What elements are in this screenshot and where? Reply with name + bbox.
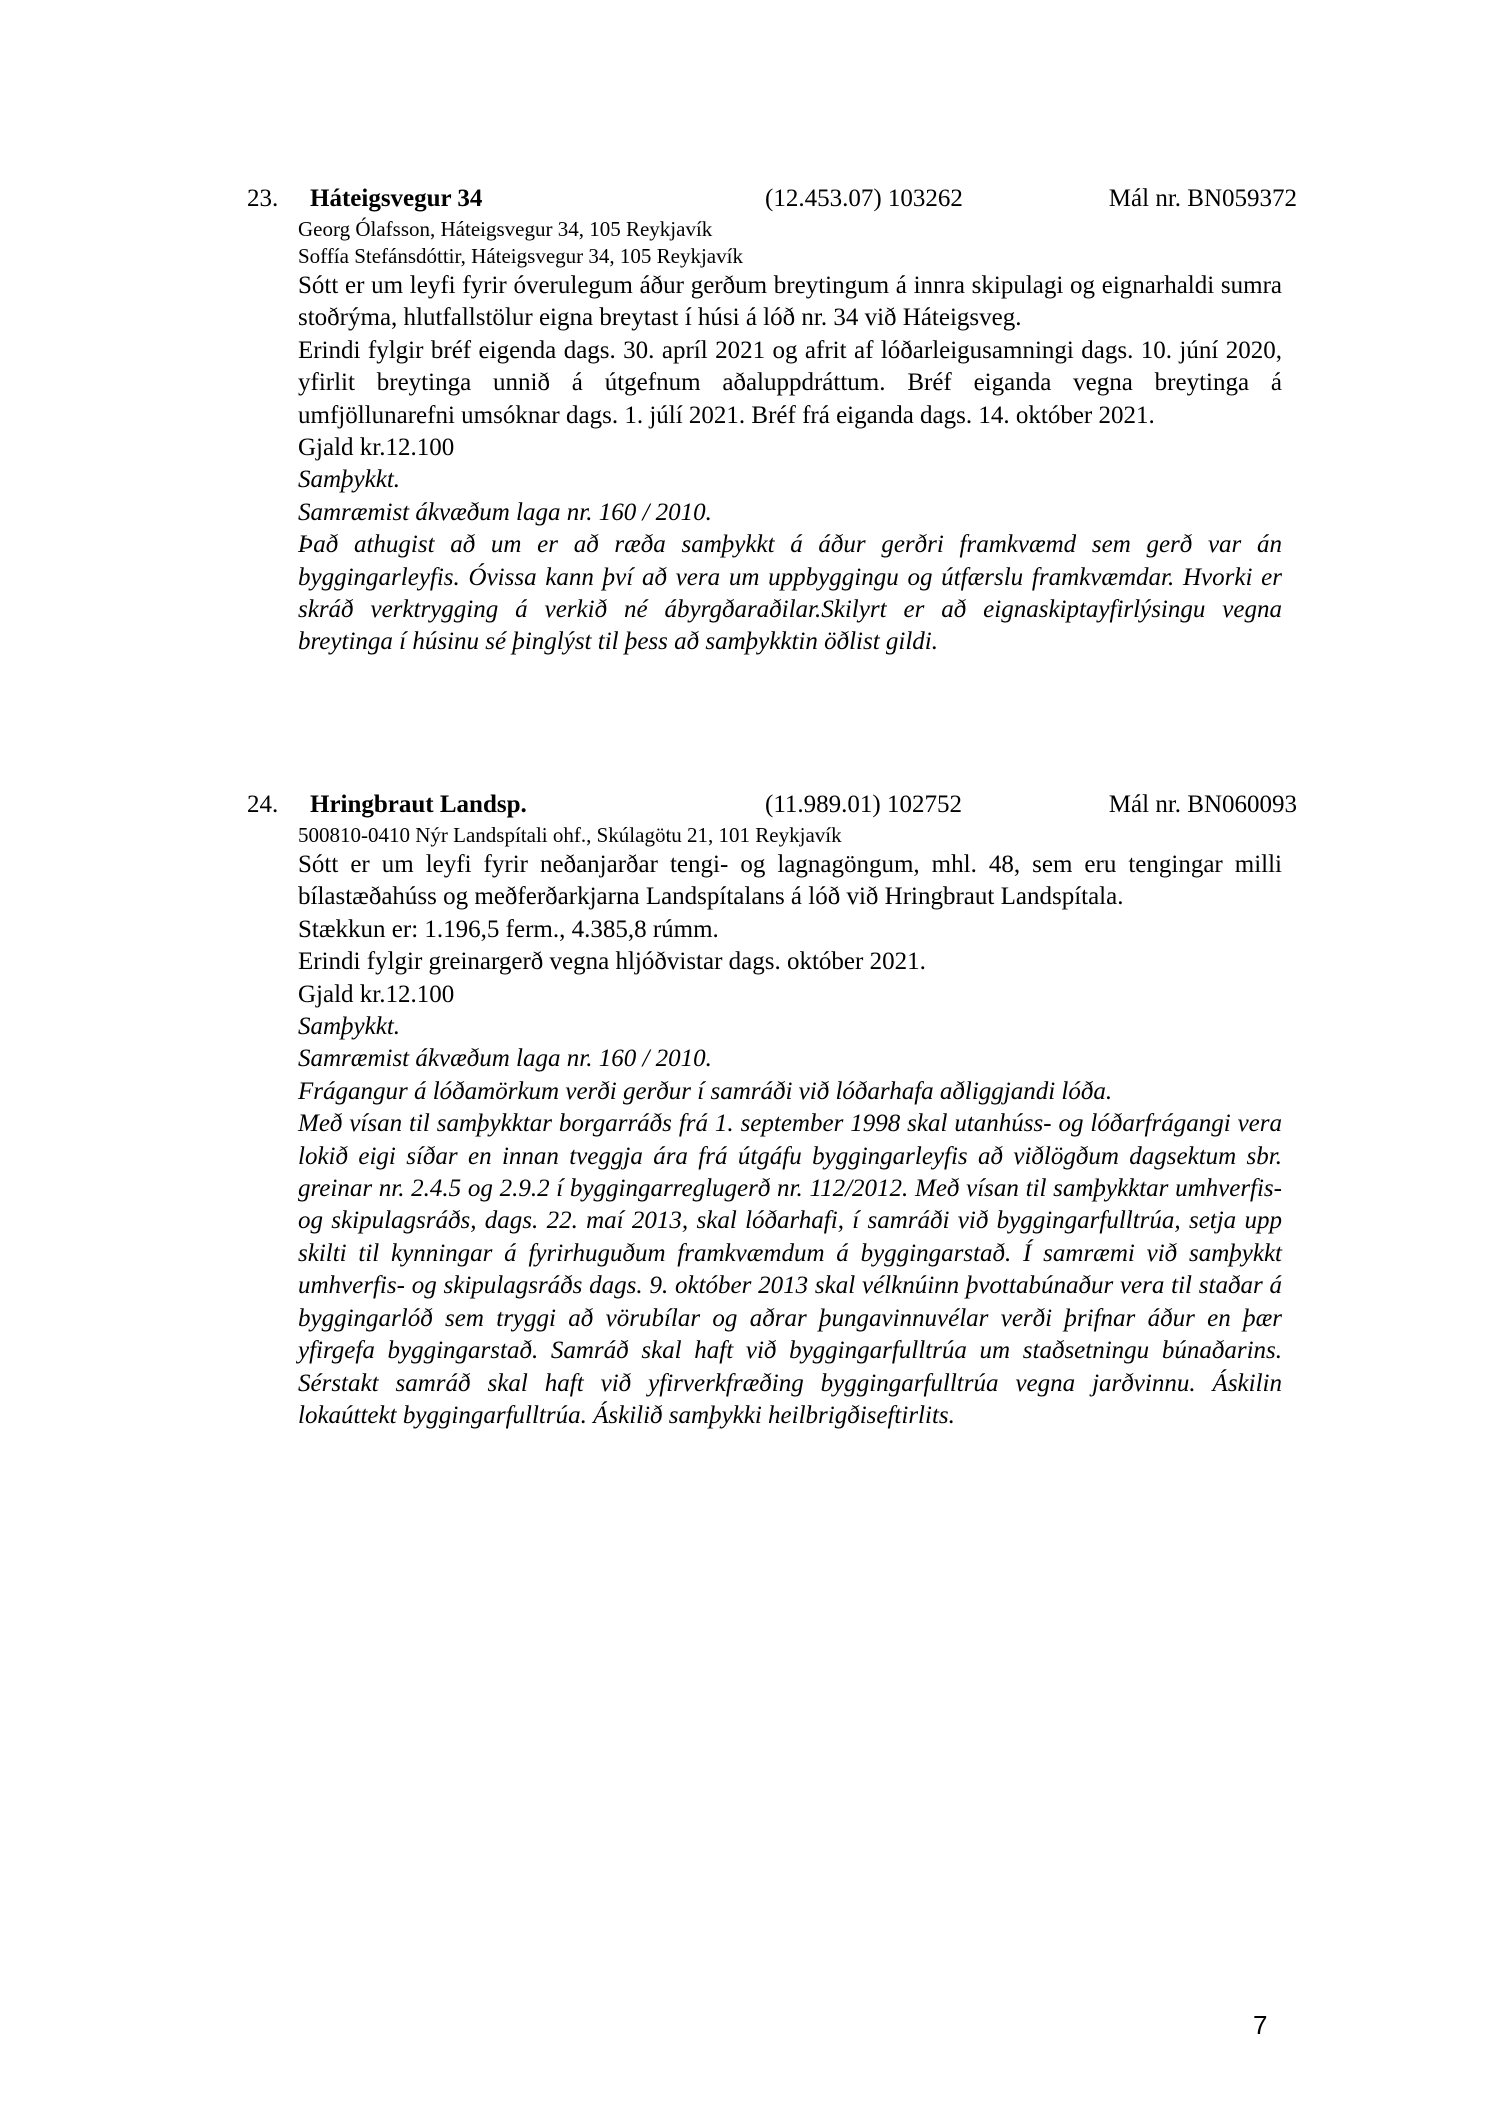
entry-case-number: Mál nr. BN060093 [1108, 791, 1297, 818]
entry-body [298, 270, 1282, 659]
entry-attachments: Erindi fylgir bréf eigenda dags. 30. apríl 2021 og afrit af lóðarleigusamningi dags. 10. júní 2020, yfirlit breytinga unnið á útgefnum aðaluppdráttum. Bréf eiganda vegna breytinga á umfjöllunarefni umsóknar dags. 1. júlí 2021. Bréf frá eiganda dags. 14. október 2021. [298, 336, 1282, 429]
entry-fee: Gjald kr.12.100 [298, 980, 455, 1008]
entry-fee: Gjald kr.12.100 [298, 434, 455, 462]
entry-case-number: Mál nr. BN059372 [1108, 185, 1297, 212]
entry-address: Hringbraut Landsp. [310, 791, 527, 818]
entry-header [247, 788, 1297, 822]
entry-description: Sótt er um leyfi fyrir neðanjarðar tengi- og lagnagöngum, mhl. 48, sem eru tengingar milli bílastæðahúss og meðferðarkjarna Landspítalans á lóð við Hringbraut Landspítala. [298, 851, 1282, 911]
entry-description: Sótt er um leyfi fyrir óverulegum áður gerðum breytingum á innra skipulagi og eignarhaldi sumra stoðrýma, hlutfallstölur eigna breytast í húsi á lóð nr. 34 við Háteigsveg. [298, 272, 1282, 332]
entry-attachments: Erindi fylgir greinargerð vegna hljóðvistar dags. október 2021. [298, 948, 926, 976]
entry-body [298, 849, 1282, 1432]
page-number: 7 [1253, 2010, 1268, 2040]
entry-address: Háteigsvegur 34 [310, 185, 483, 212]
entry-law: Samræmist ákvæðum laga nr. 160 / 2010. [298, 1045, 712, 1073]
case-entry-23 [247, 182, 1297, 659]
case-entry-24 [247, 788, 1297, 1432]
entry-number: 23. [247, 185, 279, 212]
entry-decision: Samþykkt. [298, 466, 401, 494]
entry-law: Samræmist ákvæðum laga nr. 160 / 2010. [298, 498, 712, 526]
entry-number: 24. [247, 791, 279, 818]
applicant: Soffía Stefánsdóttir, Háteigsvegur 34, 105 Reykjavík [298, 244, 743, 268]
entry-size: Stækkun er: 1.196,5 ferm., 4.385,8 rúmm. [298, 915, 719, 943]
entry-land-code: (11.989.01) 102752 [765, 791, 962, 818]
entry-land-code: (12.453.07) 103262 [765, 185, 963, 212]
entry-decision: Samþykkt. [298, 1013, 401, 1041]
applicant: Georg Ólafsson, Háteigsvegur 34, 105 Reykjavík [298, 217, 713, 241]
entry-condition: Það athugist að um er að ræða samþykkt á áður gerðri framkvæmd sem gerð var án byggingarleyfis. Óvissa kann því að vera um uppbyggingu og útfærslu framkvæmdar. Hvorki er skráð verktrygging á verkið né ábyrgðaraðilar.Skilyrt er að eignaskiptayfirlýsingu vegna breytinga í húsinu sé þinglýst til þess að samþykktin öðlist gildi. [298, 531, 1282, 656]
applicant: 500810-0410 Nýr Landspítali ohf., Skúlagötu 21, 101 Reykjavík [298, 823, 842, 847]
entry-header [247, 182, 1297, 216]
entry-condition: Með vísan til samþykktar borgarráðs frá 1. september 1998 skal utanhúss- og lóðarfrágangi vera lokið eigi síðar en innan tveggja ára frá útgáfu byggingarleyfis að viðlögðum dagsektum sbr. greinar nr. 2.4.5 og 2.9.2 í byggingarreglugerð nr. 112/2012. Með vísan til samþykktar umhverfis- og skipulagsráðs, dags. 22. maí 2013, skal lóðarhafi, í samráði við byggingarfulltrúa, setja upp skilti til kynningar á fyrirhuguðum framkvæmdum á byggingarstað. Í samræmi við samþykkt umhverfis- og skipulagsráðs dags. 9. október 2013 skal vélknúinn þvottabúnaður vera til staðar á byggingarlóð sem tryggi að vörubílar og aðrar þungavinnuvélar verði þrifnar áður en þær yfirgefa byggingarstað. Samráð skal haft við byggingarfulltrúa um staðsetningu búnaðarins. Sérstakt samráð skal haft við yfirverkfræðing byggingarfulltrúa vegna jarðvinnu. Áskilin lokaúttekt byggingarfulltrúa. Áskilið samþykki heilbrigðiseftirlits. [298, 1110, 1282, 1429]
entry-condition: Frágangur á lóðamörkum verði gerður í samráði við lóðarhafa aðliggjandi lóða. [298, 1077, 1113, 1105]
